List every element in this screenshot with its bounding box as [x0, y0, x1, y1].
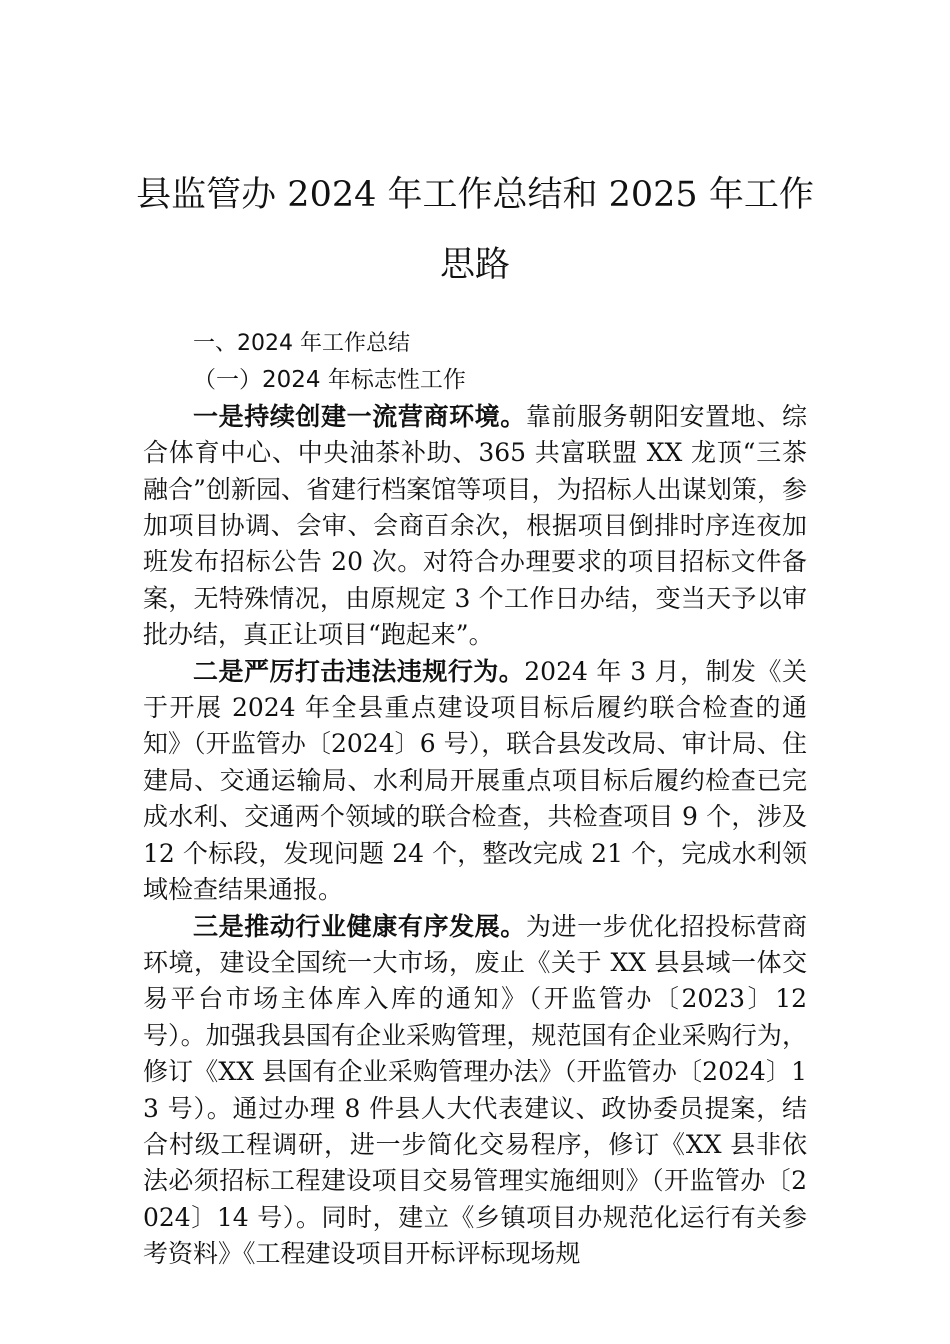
paragraph-1-lead: 一是持续创建一流营商环境。: [193, 401, 526, 431]
paragraph-1: [143, 399, 807, 654]
paragraph-2-text: 2024 年 3 月，制发《关于开展 2024 年全县重点建设项目标后履约联合检查的通知》（开监管办〔2024〕6 号），联合县发改局、审计局、住建局、交通运输局、水利局开展重点项目标后履约检查已完成水利、交通两个领域的联合检查，共检查项目 9 个，涉及 12 个标段，发现问题 24 个，整改完成 21 个，完成水利领域检查结果通报。: [143, 656, 807, 905]
paragraph-2-lead: 二是严厉打击违法违规行为。: [193, 656, 525, 686]
paragraph-3-text: 为进一步优化招投标营商环境，建设全国统一大市场，废止《关于 XX 县县域一体交易平台市场主体库入库的通知》（开监管办〔2023〕12 号）。加强我县国有企业采购管理，规范国有企业采购行为，修订《XX 县国有企业采购管理办法》（开监管办〔2024〕13 号）。通过办理 8 件县人大代表建议、政协委员提案，结合村级工程调研，进一步简化交易程序，修订《XX 县非依法必须招标工程建设项目交易管理实施细则》（开监管办〔2024〕14 号）。同时，建立《乡镇项目办规范化运行有关参考资料》《工程建设项目开标评标现场规: [143, 911, 807, 1269]
document-body: [143, 326, 807, 1273]
section-heading: 一、2024 年工作总结: [193, 331, 410, 356]
paragraph-1-text: 靠前服务朝阳安置地、综合体育中心、中央油茶补助、365 共富联盟 XX 龙顶“三茶融合”创新园、省建行档案馆等项目，为招标人出谋划策，参加项目协调、会审、会商百余次，根据项目倒排时序连夜加班发布招标公告 20 次。对符合办理要求的项目招标文件备案，无特殊情况，由原规定 3 个工作日办结，变当天予以审批办结，真正让项目“跑起来”。: [143, 401, 807, 650]
document-title: 县监管办 2024 年工作总结和 2025 年工作思路: [136, 175, 814, 285]
paragraph-3-lead: 三是推动行业健康有序发展。: [193, 911, 526, 941]
paragraph-3: [143, 909, 807, 1273]
subsection-heading: （一）2024 年标志性工作: [193, 367, 466, 394]
paragraph-2: [143, 654, 807, 909]
